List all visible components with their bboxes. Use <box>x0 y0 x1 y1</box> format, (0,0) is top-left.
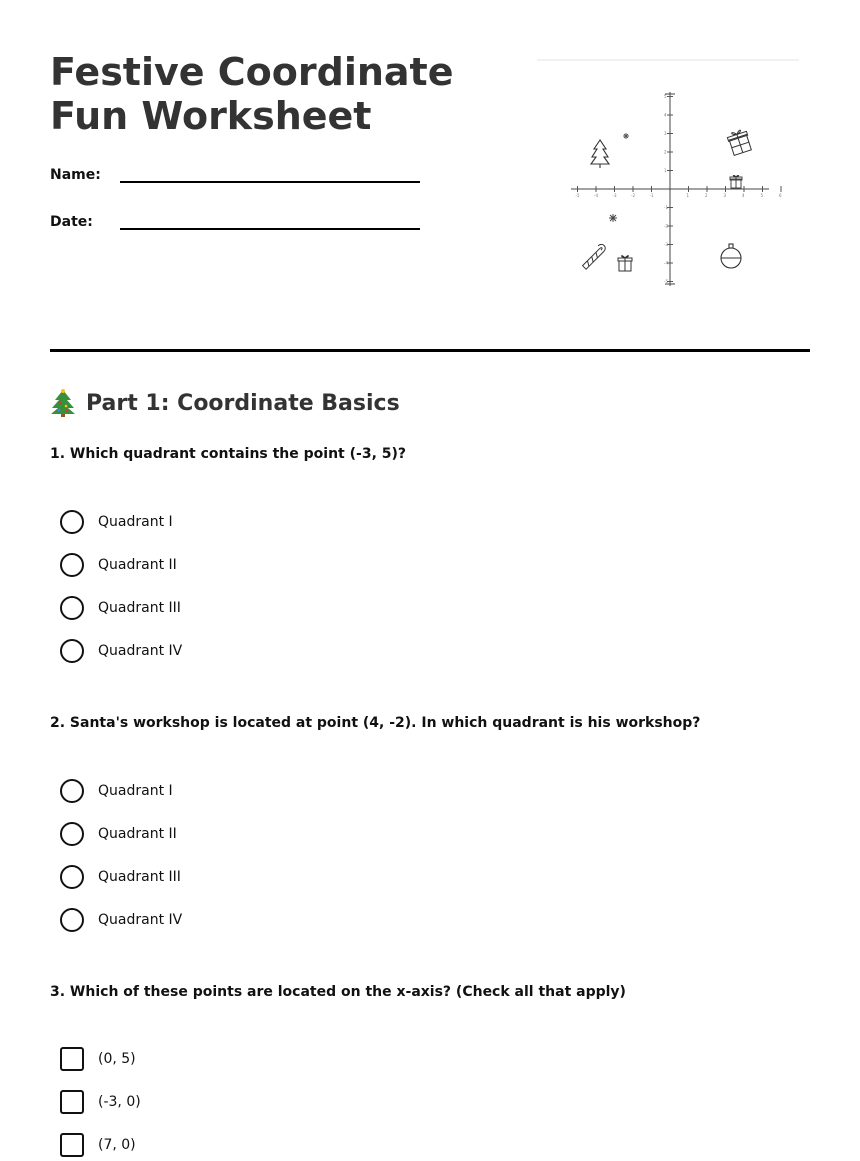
radio-button[interactable] <box>60 865 84 889</box>
snowflake-icon <box>623 133 629 139</box>
option-label: Quadrant IV <box>98 643 183 659</box>
christmas-tree-icon <box>50 389 76 417</box>
option-label: Quadrant II <box>98 826 177 842</box>
radio-button[interactable] <box>60 779 84 803</box>
q2-option-1[interactable] <box>60 779 173 803</box>
q3-option-1[interactable] <box>60 1047 136 1071</box>
radio-button[interactable] <box>60 908 84 932</box>
question-1-text: 1. Which quadrant contains the point (-3, 5)? <box>50 446 407 462</box>
x-tick-label: -1 <box>649 193 654 198</box>
question-3-text: 3. Which of these points are located on the x-axis? (Check all that apply) <box>50 984 626 1000</box>
y-tick-label: -2 <box>664 223 668 229</box>
option-label: (0, 5) <box>98 1051 136 1067</box>
y-tick-label: -3 <box>664 242 668 247</box>
option-label: Quadrant III <box>98 869 181 885</box>
q1-option-1[interactable] <box>60 510 173 534</box>
y-tick-label: 4 <box>664 112 667 118</box>
name-blank-line[interactable] <box>120 181 420 183</box>
y-tick-label: 1 <box>664 168 667 173</box>
x-tick-label: -5 <box>575 193 580 198</box>
name-label: Name: <box>50 167 101 183</box>
q1-option-3[interactable] <box>60 596 181 620</box>
x-tick-label: -3 <box>612 193 617 198</box>
radio-button[interactable] <box>60 510 84 534</box>
date-label: Date: <box>50 214 93 230</box>
x-tick-label: 1 <box>686 193 690 198</box>
option-label: Quadrant IV <box>98 912 183 928</box>
y-tick-label: -1 <box>664 205 668 210</box>
gift-icon <box>726 128 752 155</box>
ornament-icon <box>721 244 741 268</box>
x-tick-label: 4 <box>742 193 745 198</box>
section-divider <box>50 349 810 352</box>
coordinate-plane-svg <box>537 58 799 298</box>
q3-option-3[interactable] <box>60 1133 136 1157</box>
q2-option-4[interactable] <box>60 908 182 932</box>
y-tick-label: 5 <box>664 94 667 99</box>
tree-icon <box>591 140 609 168</box>
option-label: Quadrant I <box>98 514 173 530</box>
q2-option-2[interactable] <box>60 822 177 846</box>
worksheet-title: Festive Coordinate Fun Worksheet <box>50 50 454 138</box>
x-tick-label: 3 <box>723 193 727 198</box>
radio-button[interactable] <box>60 553 84 577</box>
y-tick-label: -4 <box>664 260 668 266</box>
y-tick-label: 2 <box>664 149 667 155</box>
option-label: (7, 0) <box>98 1137 136 1153</box>
date-field-row <box>50 214 430 244</box>
option-label: Quadrant II <box>98 557 177 573</box>
coordinate-plane-illustration <box>537 58 799 298</box>
x-tick-label: 2 <box>705 193 708 198</box>
date-blank-line[interactable] <box>120 228 420 230</box>
option-label: Quadrant III <box>98 600 181 616</box>
option-label: Quadrant I <box>98 783 173 799</box>
y-tick-label: 3 <box>664 131 667 136</box>
part1-title: Part 1: Coordinate Basics <box>86 390 400 416</box>
q3-option-2[interactable] <box>60 1090 141 1114</box>
name-field-row <box>50 167 430 197</box>
checkbox[interactable] <box>60 1133 84 1157</box>
x-tick-label: 5 <box>760 193 764 198</box>
checkbox[interactable] <box>60 1047 84 1071</box>
radio-button[interactable] <box>60 596 84 620</box>
q1-option-2[interactable] <box>60 553 177 577</box>
checkbox[interactable] <box>60 1090 84 1114</box>
q1-option-4[interactable] <box>60 639 182 663</box>
q2-option-3[interactable] <box>60 865 181 889</box>
x-tick-label: 6 <box>779 193 782 198</box>
x-tick-label: -4 <box>594 193 598 198</box>
question-2-text: 2. Santa's workshop is located at point (4, -2). In which quadrant is his workshop? <box>50 715 701 731</box>
x-tick-label: -2 <box>631 193 635 198</box>
part1-heading <box>50 389 400 417</box>
radio-button[interactable] <box>60 639 84 663</box>
y-tick-label: -5 <box>664 279 668 284</box>
candy-cane-icon <box>580 243 607 270</box>
radio-button[interactable] <box>60 822 84 846</box>
gift-icon <box>730 175 742 188</box>
gift-icon <box>618 256 632 271</box>
snowflake-icon <box>609 214 617 222</box>
option-label: (-3, 0) <box>98 1094 141 1110</box>
